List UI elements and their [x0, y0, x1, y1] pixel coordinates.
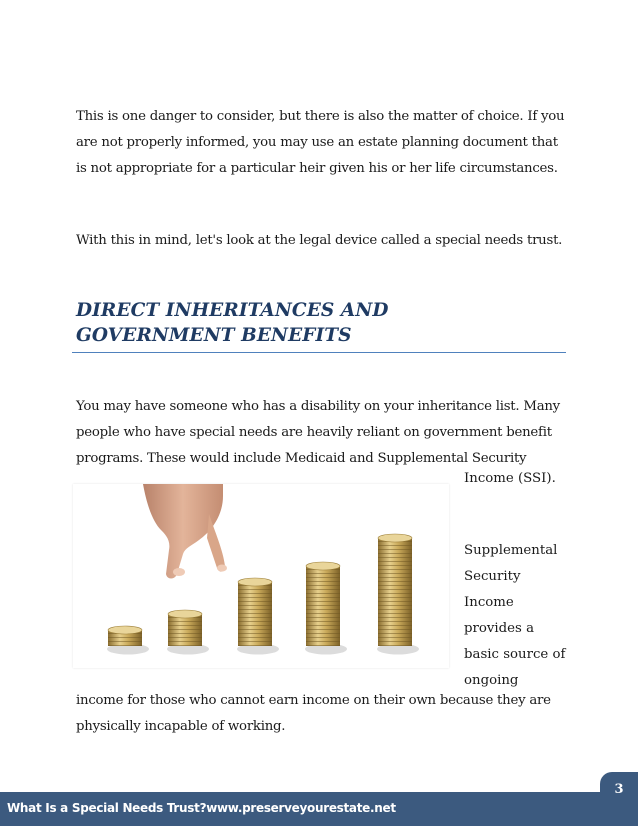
paragraph-legal-device — [76, 228, 576, 254]
text-line: Income — [464, 595, 514, 610]
coin-stack — [237, 578, 279, 655]
coin-stacks-illustration — [73, 484, 449, 668]
text-line: income for those who cannot earn income on their own because they are — [76, 693, 551, 708]
coin-stack — [305, 562, 347, 655]
text-line: ongoing — [464, 673, 519, 688]
coin-stack — [377, 534, 419, 655]
coin-stacks-image — [73, 484, 449, 668]
text-line: programs. These would include Medicaid and Supplemental Security — [76, 451, 527, 466]
paragraph-ssi-end — [464, 466, 584, 492]
text-line: people who have special needs are heavily reliant on government benefit — [76, 425, 552, 440]
text-line: physically incapable of working. — [76, 719, 286, 734]
text-line: This is one danger to consider, but there is also the matter of choice. If you — [76, 109, 565, 124]
coin-stack — [107, 626, 149, 655]
text-line: basic source of — [464, 647, 566, 662]
paragraph-ssi-description — [464, 538, 584, 694]
text-line: are not properly informed, you may use an estate planning document that — [76, 135, 558, 150]
text-line: With this in mind, let's look at the legal device called a special needs trust. — [76, 233, 563, 248]
text-line: You may have someone who has a disability on your inheritance list. Many — [76, 399, 560, 414]
text-line: Supplemental — [464, 543, 558, 558]
heading-line: GOVERNMENT BENEFITS — [76, 325, 352, 346]
page-number-tab — [600, 772, 638, 826]
paragraph-danger-choice — [76, 104, 576, 182]
footer-title: What Is a Special Needs Trust?www.preserveyourestate.net — [7, 801, 396, 815]
section-heading — [76, 298, 389, 348]
hand-icon — [143, 484, 227, 579]
page-number: 3 — [614, 782, 624, 797]
text-line: provides a — [464, 621, 534, 636]
heading-line: DIRECT INHERITANCES AND — [76, 300, 389, 321]
text-line: Security — [464, 569, 521, 584]
coin-stack — [167, 610, 209, 655]
paragraph-disability — [76, 394, 576, 472]
text-line: Income (SSI). — [464, 471, 556, 486]
coin-stacks — [107, 534, 419, 655]
paragraph-income-tail — [76, 688, 576, 740]
text-line: is not appropriate for a particular heir given his or her life circumstances. — [76, 161, 558, 176]
heading-underline — [72, 352, 566, 353]
